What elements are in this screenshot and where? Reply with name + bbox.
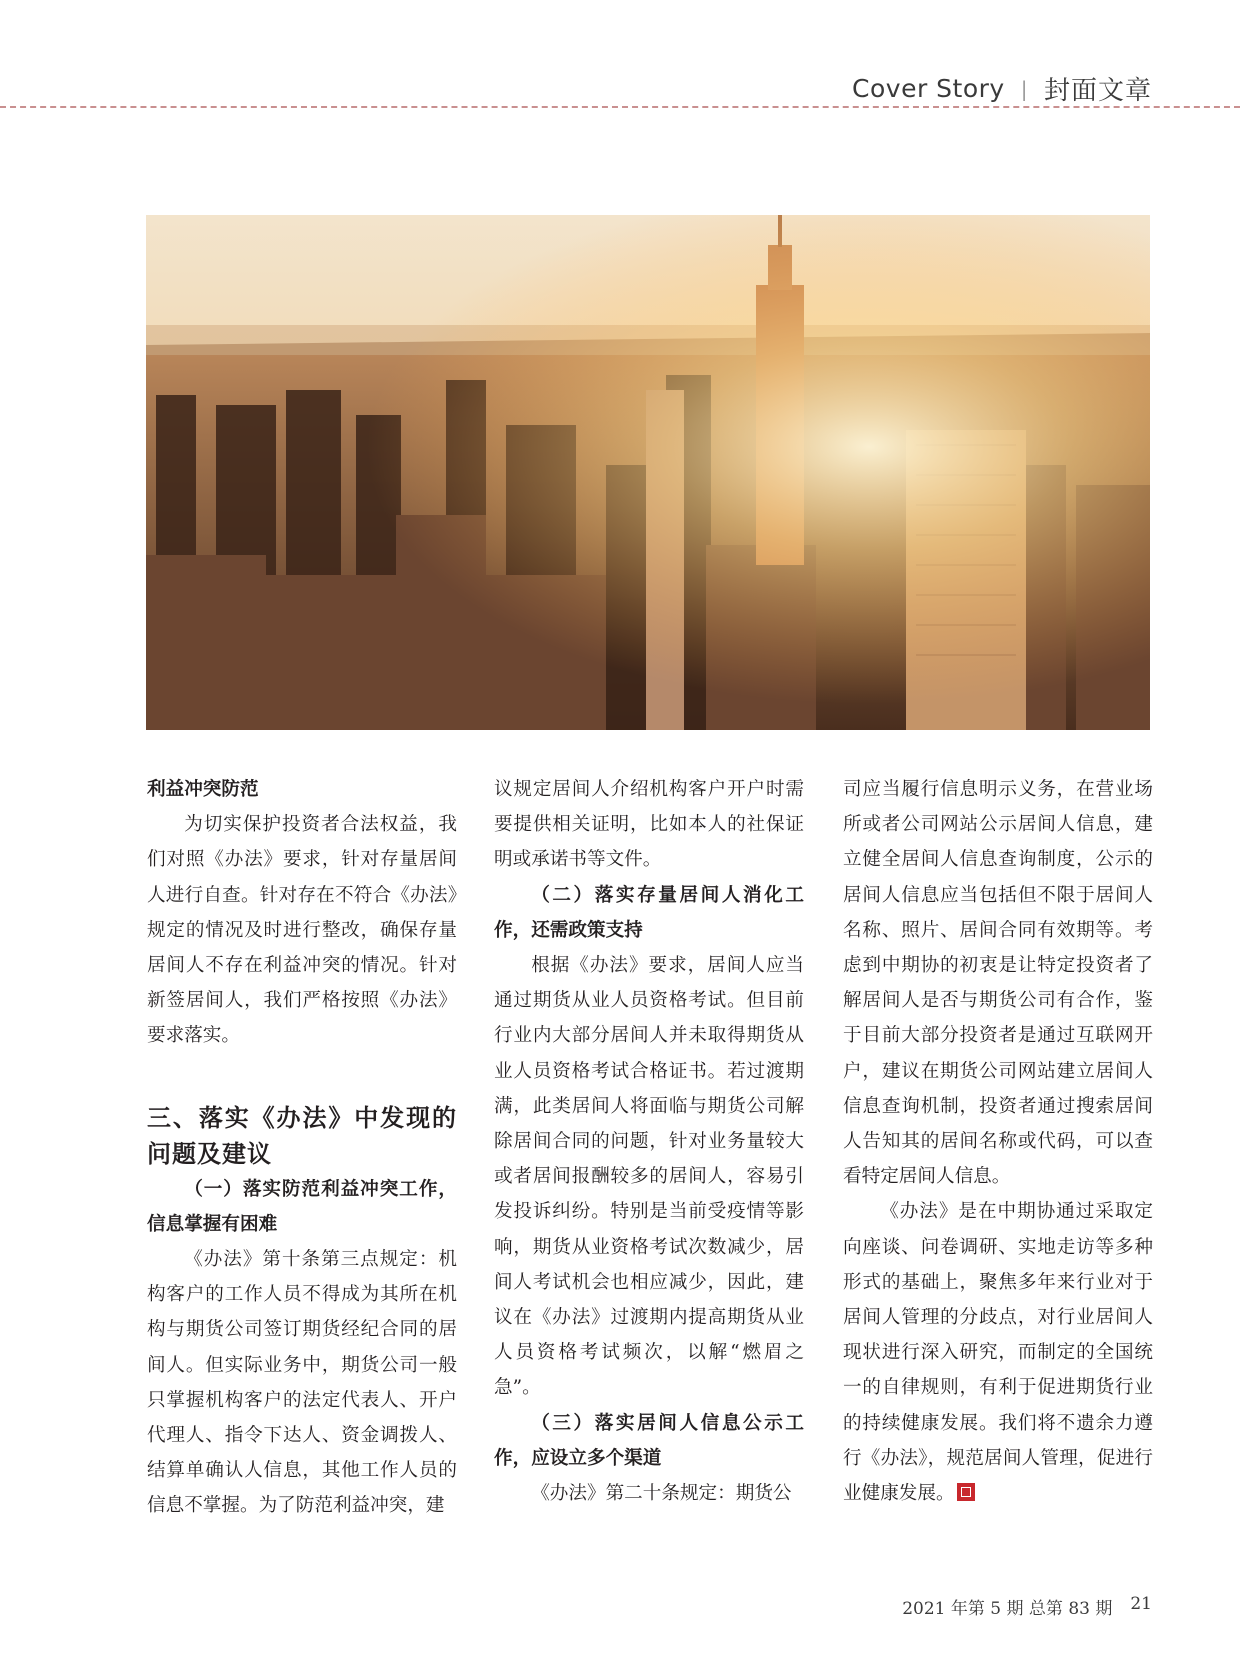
end-of-article-icon — [957, 1483, 975, 1501]
header-section-en: Cover Story — [852, 74, 1005, 103]
issue-info: 2021 年第 5 期 总第 83 期 — [902, 1599, 1113, 1619]
paragraph: 《办法》第二十条规定：期货公 — [531, 1483, 792, 1505]
running-header — [852, 70, 1152, 107]
paragraph-final — [843, 1194, 1153, 1511]
section-title: 三、落实《办法》中发现的问题及建议 — [147, 1103, 457, 1168]
article-column-1 — [147, 772, 457, 1524]
paragraph: 司应当履行信息明示义务，在营业场所或者公司网站公示居间人信息，建立健全居间人信息查询制度，公示的居间人信息应当包括但不限于居间人名称、照片、居间合同有效期等。考虑到中期协的初衷是让特定投资者了解居间人是否与期货公司有合作，鉴于目前大部分投资者是通过互联网开户，建议在期货公司网站建立居间人信息查询机制，投资者通过搜索居间人告知其的居间名称或代码，可以查看特定居间人信息。 — [843, 779, 1153, 1188]
subheading-3: （三）落实居间人信息公示工作，应设立多个渠道 — [494, 1412, 804, 1469]
paragraph: 为切实保护投资者合法权益，我们对照《办法》要求，针对存量居间人进行自查。针对存在不符合《办法》规定的情况及时进行整改，确保存量居间人不存在利益冲突的情况。针对新签居间人，我们严格按照《办法》要求落实。 — [147, 814, 457, 1047]
paragraph: 根据《办法》要求，居间人应当通过期货从业人员资格考试。但目前行业内大部分居间人并未取得期货从业人员资格考试合格证书。若过渡期满，此类居间人将面临与期货公司解除居间合同的问题，针对业务量较大或者居间报酬较多的居间人，容易引发投诉纠纷。特别是当前受疫情等影响，期货从业资格考试次数减少，居间人考试机会也相应减少，因此，建议在《办法》过渡期内提高期货从业人员资格考试频次，以解“燃眉之急”。 — [494, 955, 804, 1399]
subheading-conflict-prevention: 利益冲突防范 — [147, 779, 259, 800]
subheading-1: （一）落实防范利益冲突工作，信息掌握有困难 — [147, 1178, 457, 1235]
header-dashed-rule — [0, 106, 1240, 108]
final-paragraph-text: 《办法》是在中期协通过采取定向座谈、问卷调研、实地走访等多种形式的基础上，聚焦多年来行业对于居间人管理的分歧点，对行业居间人现状进行深入研究，而制定的全国统一的自律规则，有利于促进期货行业的持续健康发展。我们将不遗余力遵行《办法》，规范居间人管理，促进行业健康发展。 — [843, 1201, 1153, 1505]
skyline-illustration — [146, 215, 1150, 730]
header-section-cn: 封面文章 — [1043, 76, 1152, 106]
page-number: 21 — [1130, 1594, 1152, 1614]
subheading-2: （二）落实存量居间人消化工作，还需政策支持 — [494, 884, 804, 941]
paragraph: 《办法》第十条第三点规定：机构客户的工作人员不得成为其所在机构与期货公司签订期货经纪合同的居间人。但实际业务中，期货公司一般只掌握机构客户的法定代表人、开户代理人、指令下达人、资金调拨人、结算单确认人信息，其他工作人员的信息不掌握。为了防范利益冲突，建 — [147, 1249, 457, 1517]
header-separator: | — [1020, 76, 1028, 101]
paragraph: 议规定居间人介绍机构客户开户时需要提供相关证明，比如本人的社保证明或承诺书等文件。 — [494, 779, 804, 871]
page-footer — [902, 1594, 1152, 1619]
article-column-2 — [494, 772, 804, 1511]
article-column-3 — [843, 772, 1153, 1511]
city-skyline-photo — [146, 215, 1150, 730]
